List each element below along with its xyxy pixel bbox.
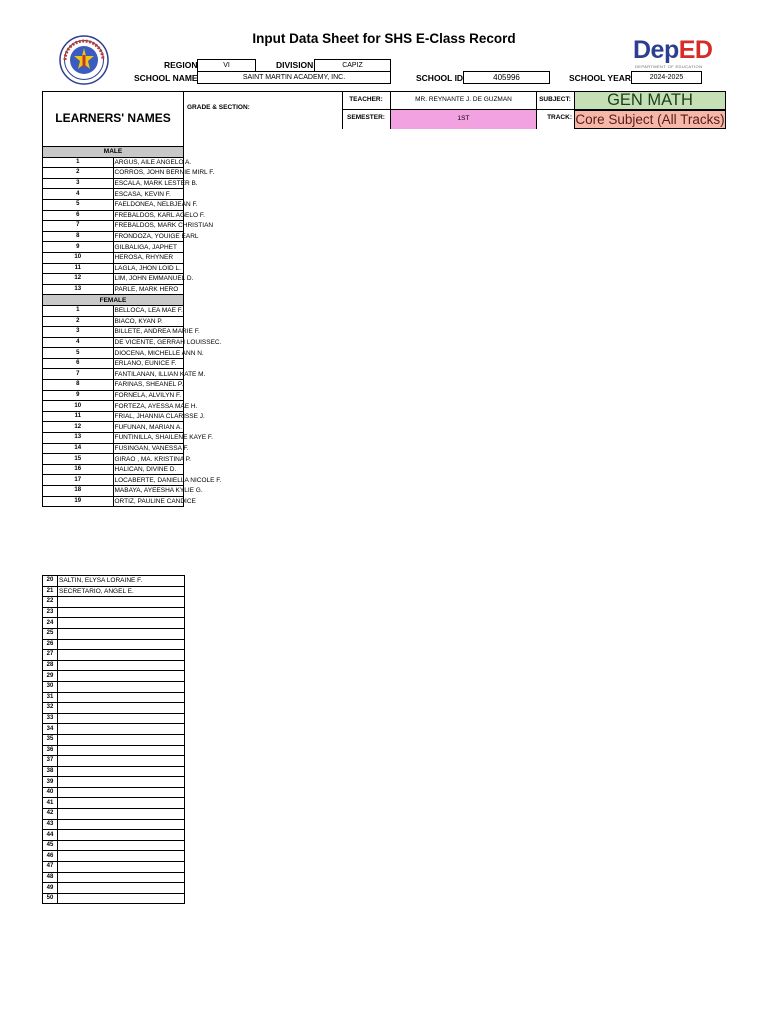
learner-name-cell[interactable]: ORTIZ, PAULINE CANDICE [114,497,196,505]
table-row [43,671,185,682]
learner-name-cell[interactable] [58,650,185,661]
table-row [43,464,184,475]
row-number: 21 [43,586,58,597]
learner-name-cell[interactable]: PARLE, MARK HERO [113,284,184,295]
table-row [43,327,184,338]
learner-name-cell[interactable]: BELLOCA, LEA MAE F. [114,307,183,315]
row-number: 30 [43,681,58,692]
row-number: 13 [43,284,114,295]
learner-name-cell[interactable] [58,618,185,629]
table-row [43,660,185,671]
school-year-field[interactable]: 2024-2025 [631,71,702,84]
table-row [43,221,184,232]
row-number: 1 [43,305,114,316]
row-number: 10 [43,252,114,263]
table-row [43,422,184,433]
row-number: 12 [43,274,114,285]
track-field[interactable]: Core Subject (All Tracks) [575,112,725,127]
row-number: 13 [43,433,114,444]
table-row [43,586,185,597]
row-number: 25 [43,628,58,639]
row-number: 45 [43,840,58,851]
learner-name-cell[interactable]: HEROSA, RHYNER [113,252,184,263]
row-number: 3 [43,327,114,338]
table-row [43,369,184,380]
table-row [43,443,184,454]
learner-name-cell[interactable] [58,639,185,650]
learner-name-cell[interactable] [58,862,185,873]
group-header-label: MALE [43,147,184,158]
table-row [43,358,184,369]
learner-name-cell[interactable]: FARINAS, SHEANEL P. [114,381,184,389]
learner-name-cell[interactable] [58,628,185,639]
table-row [43,883,185,894]
row-number: 47 [43,862,58,873]
table-row [43,189,184,200]
table-row [43,713,185,724]
row-number: 12 [43,422,114,433]
deped-logo-tagline: DEPARTMENT OF EDUCATION [635,64,703,69]
row-number: 1 [43,157,114,168]
learner-name-cell[interactable]: FORNELA, ALVILYN F. [113,390,184,401]
row-number: 5 [43,199,114,210]
row-number: 48 [43,872,58,883]
learner-name-cell[interactable] [58,745,185,756]
division-label: DIVISION [276,60,314,70]
learner-name-cell[interactable]: FUFUNAN, MARIAN A. [114,423,183,431]
table-row [43,745,185,756]
learner-name-cell[interactable]: DE VICENTE, GERRAH LOUISSEC. [114,338,222,346]
track-label: TRACK: [547,114,572,121]
learner-name-cell[interactable]: FUNTINILLA, SHAILENE KAYE F. [114,434,213,442]
row-number: 11 [43,411,114,422]
row-number: 15 [43,454,114,465]
table-row [43,851,185,862]
table-row [43,316,184,327]
row-number: 28 [43,660,58,671]
row-number: 43 [43,819,58,830]
learner-name-cell[interactable] [58,756,185,767]
learner-name-cell[interactable]: CORROS, JOHN BERNIE MIRL F. [114,169,215,177]
row-number: 6 [43,358,114,369]
row-number: 37 [43,756,58,767]
learner-name-cell[interactable]: FRONDOZA, YOUIGE EARL [114,233,199,241]
learner-name-cell[interactable] [58,777,185,788]
table-row [43,703,185,714]
table-row [43,809,185,820]
row-number: 16 [43,464,114,475]
page-title: Input Data Sheet for SHS E-Class Record [252,31,516,46]
learner-name-cell[interactable]: FREBALDOS, MARK CHRISTIAN [114,222,214,230]
learner-name-cell[interactable] [58,851,185,862]
row-number: 14 [43,443,114,454]
region-field[interactable]: VI [197,59,256,72]
school-name-field[interactable]: SAINT MARTIN ACADEMY, INC. [197,71,391,84]
table-row [43,337,184,348]
learner-name-cell[interactable]: FANTILANAN, ILLIAN KATE M. [114,370,206,378]
row-number: 4 [43,337,114,348]
table-row [43,639,185,650]
row-number: 41 [43,798,58,809]
learners-names-title: LEARNERS' NAMES [55,111,171,125]
table-row [43,628,185,639]
learner-name-cell[interactable]: ESCASA, KEVIN F. [113,189,184,200]
learner-name-cell[interactable] [58,893,185,904]
row-number: 6 [43,210,114,221]
learner-name-cell[interactable]: GILBALIGA, JAPHET [113,242,184,253]
table-row [43,597,185,608]
table-row [43,862,185,873]
table-row [43,178,184,189]
learner-name-cell[interactable]: LAGLA, JHON LOID L. [113,263,184,274]
learner-name-cell[interactable] [58,819,185,830]
table-row [43,724,185,735]
learner-name-cell[interactable]: SALTIN, ELYSA LORAINE F. [58,576,185,587]
learner-name-cell[interactable]: FRIAL, JHANNIA CLARISSE J. [114,413,205,421]
table-row [43,348,184,359]
table-row [43,893,185,904]
table-row [43,576,185,587]
learner-name-cell[interactable] [58,809,185,820]
row-number: 49 [43,883,58,894]
table-row [43,475,184,486]
table-row [43,650,185,661]
division-field[interactable]: CAPIZ [314,59,391,72]
semester-field[interactable]: 1ST [391,110,536,129]
table-row [43,157,184,168]
table-row [43,210,184,221]
row-number: 18 [43,486,114,497]
deped-logo [633,36,728,72]
row-number: 46 [43,851,58,862]
learner-name-cell[interactable]: ARGUS, AILE ANGELO A. [114,158,192,166]
table-row [43,692,185,703]
row-number: 20 [43,576,58,587]
row-number: 34 [43,724,58,735]
row-number: 23 [43,607,58,618]
row-number: 9 [43,242,114,253]
table-row [43,681,185,692]
table-row [43,840,185,851]
subject-label: SUBJECT: [539,96,571,103]
table-row [43,433,184,444]
row-number: 44 [43,830,58,841]
table-row [43,798,185,809]
learner-name-cell[interactable] [58,734,185,745]
table-row [43,199,184,210]
table-row [43,274,184,285]
learner-name-cell[interactable] [58,681,185,692]
learner-name-cell[interactable]: DIOCENA, MICHELLE ANN N. [114,349,204,357]
row-number: 31 [43,692,58,703]
row-number: 8 [43,231,114,242]
table-row [43,787,185,798]
learner-name-cell[interactable] [58,724,185,735]
table-row [43,401,184,412]
table-row [43,284,184,295]
learner-name-cell[interactable] [58,840,185,851]
row-number: 11 [43,263,114,274]
deped-logo-dep: Dep [633,36,679,64]
row-number: 50 [43,893,58,904]
row-number: 5 [43,348,114,359]
table-row [43,872,185,883]
learner-name-cell[interactable]: FAELDONEA, NELBJEAN F. [114,201,198,209]
row-number: 7 [43,369,114,380]
table-row [43,766,185,777]
row-number: 42 [43,809,58,820]
subject-field[interactable]: GEN MATH [574,91,726,110]
table-row [43,607,185,618]
learner-name-cell[interactable]: LIM, JOHN EMMANUEL D. [114,275,194,283]
row-number: 9 [43,390,114,401]
table-row [43,411,184,422]
row-number: 39 [43,777,58,788]
table-row [43,305,184,316]
table-row [43,252,184,263]
table-row [43,830,185,841]
row-number: 2 [43,168,114,179]
learners-table [42,146,222,507]
learners-table-continued [42,575,185,904]
learner-name-cell[interactable] [58,660,185,671]
row-number: 38 [43,766,58,777]
learner-name-cell[interactable] [58,607,185,618]
learner-name-cell[interactable] [58,883,185,894]
learner-name-cell[interactable]: ESCALA, MARK LESTER B. [114,180,198,188]
row-number: 24 [43,618,58,629]
learner-name-cell[interactable] [58,713,185,724]
table-row [43,380,184,391]
learner-name-cell[interactable]: ERLANO, EUNICE F. [113,358,184,369]
learner-name-cell[interactable]: MABAYA, AYEESHA KYLIE G. [114,487,203,495]
learner-name-cell[interactable]: BILLETE, ANDREA MARIE F. [114,328,200,336]
learner-name-cell[interactable] [58,830,185,841]
region-label: REGION [164,60,198,70]
learner-name-cell[interactable]: FREBALDOS, KARL AGELO F. [114,211,205,219]
table-row [43,486,184,497]
deped-logo-ed: ED [678,36,713,64]
teacher-label: TEACHER: [349,96,383,103]
table-row [43,734,185,745]
learner-name-cell[interactable] [58,671,185,682]
row-number: 10 [43,401,114,412]
learner-name-cell[interactable]: HALICAN, DIVINE D. [113,464,184,475]
row-number: 29 [43,671,58,682]
row-number: 33 [43,713,58,724]
table-row [43,231,184,242]
learner-name-cell[interactable]: GIRAO , MA. KRISTINA P. [114,455,191,463]
learner-name-cell[interactable] [58,766,185,777]
school-name-label: SCHOOL NAME [134,73,198,83]
grade-section-label: GRADE & SECTION: [187,104,250,111]
deped-seal-icon [55,35,113,85]
table-row [43,819,185,830]
row-number: 19 [43,496,114,507]
table-row [43,496,184,507]
learner-name-cell[interactable]: BIACO, KYAN P. [113,316,184,327]
school-year-label: SCHOOL YEAR [569,73,632,83]
school-id-label: SCHOOL ID [416,73,464,83]
row-number: 26 [43,639,58,650]
row-number: 32 [43,703,58,714]
learner-name-cell[interactable] [58,703,185,714]
table-row [43,777,185,788]
table-row [43,390,184,401]
school-id-field[interactable]: 405996 [463,71,550,84]
row-number: 4 [43,189,114,200]
learner-name-cell[interactable] [58,787,185,798]
table-row [43,168,184,179]
table-row [43,756,185,767]
table-row [43,263,184,274]
semester-label: SEMESTER: [347,114,385,121]
teacher-field[interactable]: MR. REYNANTE J. DE GUZMAN [415,96,512,103]
table-row [43,618,185,629]
row-number: 17 [43,475,114,486]
row-number: 2 [43,316,114,327]
table-row [43,454,184,465]
learner-name-cell[interactable] [58,692,185,703]
learner-name-cell[interactable]: FUSINGAN, VANESSA F. [114,444,189,452]
row-number: 35 [43,734,58,745]
group-header-label: FEMALE [43,295,184,306]
learner-name-cell[interactable]: SECRETARIO, ANGEL E. [58,586,185,597]
learner-name-cell[interactable]: LOCABERTE, DANIELLA NICOLE F. [114,476,222,484]
learner-name-cell[interactable] [58,597,185,608]
row-number: 27 [43,650,58,661]
learner-name-cell[interactable] [58,798,185,809]
row-number: 40 [43,787,58,798]
table-row [43,242,184,253]
row-number: 22 [43,597,58,608]
row-number: 3 [43,178,114,189]
row-number: 36 [43,745,58,756]
learner-name-cell[interactable]: FORTEZA, AYESSA MAE H. [114,402,198,410]
learner-name-cell[interactable] [58,872,185,883]
row-number: 8 [43,380,114,391]
row-number: 7 [43,221,114,232]
group-header-row [43,295,184,306]
group-header-row [43,147,184,158]
